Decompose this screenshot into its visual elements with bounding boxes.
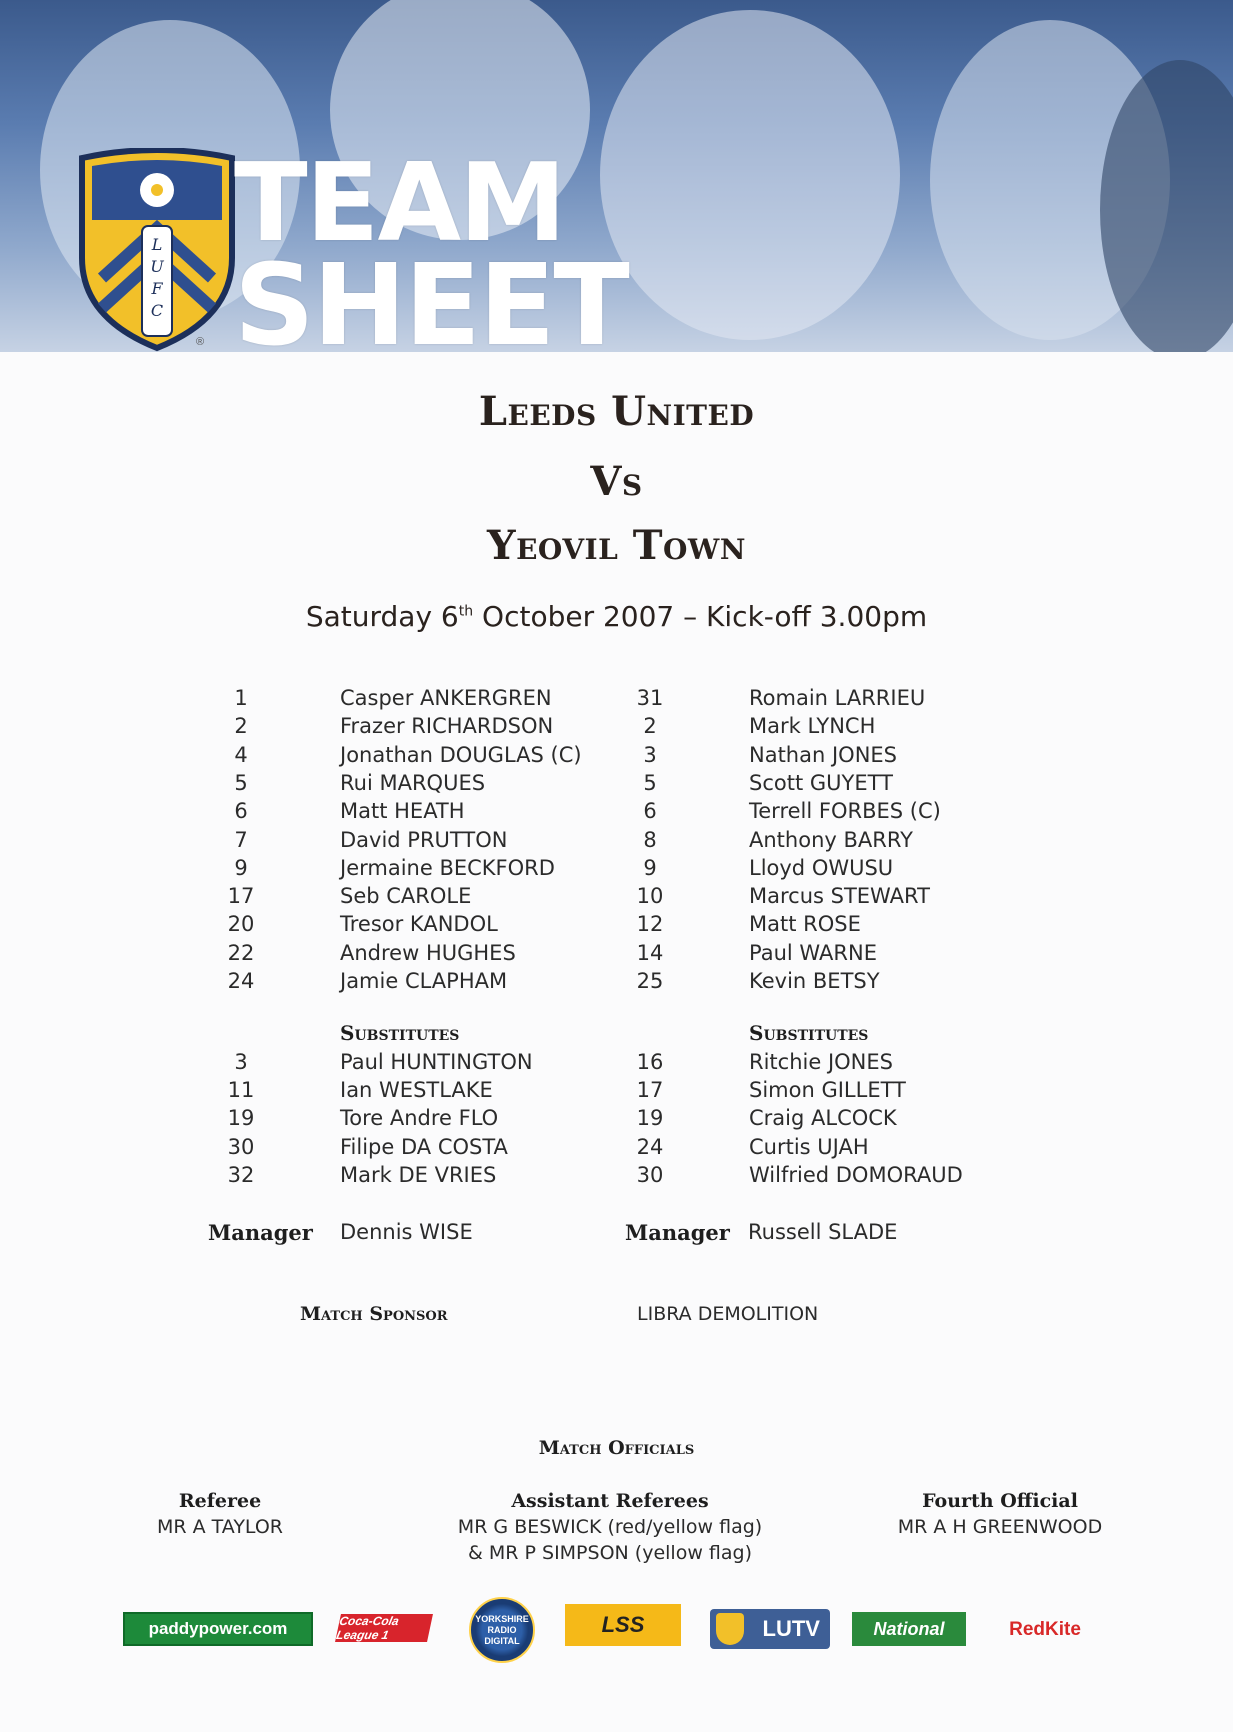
player-name: Ritchie JONES: [749, 1049, 893, 1074]
match-date: [0, 600, 1233, 633]
match-sponsor-label: Match Sponsor: [300, 1303, 448, 1325]
radio-line-3: DIGITAL: [484, 1635, 520, 1646]
squad-number: 16: [636, 1049, 664, 1074]
lutv-text: LUTV: [762, 1616, 820, 1641]
yorkshire-radio-logo: [469, 1597, 535, 1663]
player-name: Ian WESTLAKE: [340, 1077, 493, 1102]
assistant-referee-2: & MR P SIMPSON (yellow flag): [468, 1542, 752, 1564]
squad-number: 24: [227, 969, 255, 993]
squad-number: 31: [636, 686, 664, 710]
radio-line-2: RADIO: [487, 1624, 517, 1635]
player-name: Tresor KANDOL: [340, 912, 498, 937]
squad-number: 17: [227, 884, 255, 909]
player-name: Curtis UJAH: [749, 1134, 869, 1159]
player-name: Filipe DA COSTA: [340, 1134, 508, 1159]
versus-label: Vs: [590, 458, 643, 505]
home-manager-label: Manager: [208, 1220, 313, 1245]
crest-letter: U: [150, 257, 164, 276]
assistant-referees-role: Assistant Referees: [511, 1490, 709, 1512]
crest-letter: F: [151, 279, 163, 298]
squad-number: 10: [636, 884, 664, 909]
player-name: Rui MARQUES: [340, 770, 486, 795]
fourth-official-name: MR A H GREENWOOD: [897, 1516, 1103, 1538]
player-name: Matt HEATH: [340, 799, 465, 824]
squad-number: 30: [636, 1162, 664, 1187]
title-sheet: SHEET: [234, 241, 628, 352]
referee-role: Referee: [178, 1490, 262, 1512]
squad-number: 3: [234, 1049, 248, 1074]
squad-number: 32: [227, 1162, 255, 1187]
player-name: Frazer RICHARDSON: [340, 714, 554, 739]
squad-number: 20: [227, 912, 255, 937]
squad-number: 3: [643, 742, 657, 767]
date-prefix: Saturday 6: [305, 600, 459, 633]
fourth-official-role: Fourth Official: [922, 1490, 1078, 1512]
squad-number: 1: [234, 686, 248, 710]
squad-number: 25: [636, 969, 664, 993]
player-name: Matt ROSE: [749, 912, 861, 937]
coca-cola-league-logo: Coca-Cola League 1: [335, 1614, 433, 1642]
squad-number: 19: [227, 1106, 255, 1131]
crest-letter: C: [150, 301, 164, 320]
player-name: Mark DE VRIES: [340, 1162, 497, 1187]
player-name: Jamie CLAPHAM: [340, 969, 508, 993]
lutv-crest-icon: [716, 1613, 744, 1645]
away-substitutes-heading: Substitutes: [749, 1021, 869, 1046]
player-name: Marcus STEWART: [749, 884, 930, 909]
squad-number: 19: [636, 1106, 664, 1131]
squad-number: 7: [234, 827, 248, 852]
away-manager-name: Russell SLADE: [748, 1220, 898, 1244]
banner-photo-shape: [600, 10, 900, 340]
registered-mark: ®: [196, 336, 205, 348]
player-name: Craig ALCOCK: [749, 1106, 897, 1131]
player-name: Romain LARRIEU: [749, 686, 926, 710]
match-officials-heading: Match Officials: [538, 1437, 695, 1459]
player-name: Nathan JONES: [749, 742, 898, 767]
redkite-logo: RedKite: [1009, 1619, 1081, 1640]
squad-number: 12: [636, 912, 664, 937]
player-name: David PRUTTON: [340, 827, 508, 852]
lufc-crest-icon: [74, 148, 240, 352]
player-name: Andrew HUGHES: [340, 940, 516, 965]
squad-number: 9: [643, 855, 657, 880]
national-logo: National: [852, 1612, 966, 1646]
squad-number: 2: [643, 714, 657, 739]
player-name: Simon GILLETT: [749, 1077, 906, 1102]
squad-number: 24: [636, 1134, 664, 1159]
squad-number: 14: [636, 940, 664, 965]
away-manager-label: Manager: [625, 1220, 730, 1245]
date-rest: October 2007 – Kick-off 3.00pm: [473, 600, 928, 633]
player-name: Kevin BETSY: [749, 969, 880, 993]
radio-line-1: YORKSHIRE: [475, 1613, 529, 1624]
squad-number: 22: [227, 940, 255, 965]
away-team-name: Yeovil Town: [487, 522, 746, 569]
header-banner: [0, 0, 1233, 352]
player-name: Scott GUYETT: [749, 770, 893, 795]
referee-block: [110, 1490, 330, 1540]
match-sponsor-name: LIBRA DEMOLITION: [637, 1303, 819, 1325]
squad-number: 8: [643, 827, 657, 852]
player-name: Wilfried DOMORAUD: [749, 1162, 963, 1187]
home-substitutes-heading: Substitutes: [340, 1021, 460, 1046]
paddypower-logo: paddypower.com: [123, 1612, 313, 1646]
squad-number: 5: [643, 770, 657, 795]
assistant-referees-block: [410, 1490, 810, 1566]
squad-number: 6: [234, 799, 248, 824]
player-name: Lloyd OWUSU: [749, 855, 894, 880]
player-name: Jonathan DOUGLAS (C): [340, 742, 582, 767]
player-name: Seb CAROLE: [340, 884, 472, 909]
crest-letter: L: [151, 235, 163, 254]
fourth-official-block: [870, 1490, 1130, 1540]
title-team: TEAM: [234, 141, 565, 266]
player-name: Terrell FORBES (C): [749, 799, 941, 824]
player-name: Casper ANKERGREN: [340, 686, 552, 710]
lutv-logo: [710, 1609, 830, 1649]
squad-number: 5: [234, 770, 248, 795]
squad-number: 6: [643, 799, 657, 824]
date-ordinal: th: [458, 603, 474, 620]
squad-number: 4: [234, 742, 248, 767]
squad-number: 30: [227, 1134, 255, 1159]
player-name: Paul HUNTINGTON: [340, 1049, 533, 1074]
home-manager-name: Dennis WISE: [340, 1220, 473, 1244]
squad-number: 9: [234, 855, 248, 880]
squad-number: 2: [234, 714, 248, 739]
squad-number: 17: [636, 1077, 664, 1102]
player-name: Tore Andre FLO: [340, 1106, 499, 1131]
assistant-referee-1: MR G BESWICK (red/yellow flag): [457, 1516, 763, 1538]
home-team-name: Leeds United: [478, 388, 755, 435]
player-name: Paul WARNE: [749, 940, 877, 965]
player-name: Anthony BARRY: [749, 827, 913, 852]
squad-number: 11: [227, 1077, 255, 1102]
player-name: Mark LYNCH: [749, 714, 876, 739]
lss-logo: LSS: [565, 1604, 681, 1646]
referee-name: MR A TAYLOR: [157, 1516, 283, 1538]
player-name: Jermaine BECKFORD: [340, 855, 555, 880]
